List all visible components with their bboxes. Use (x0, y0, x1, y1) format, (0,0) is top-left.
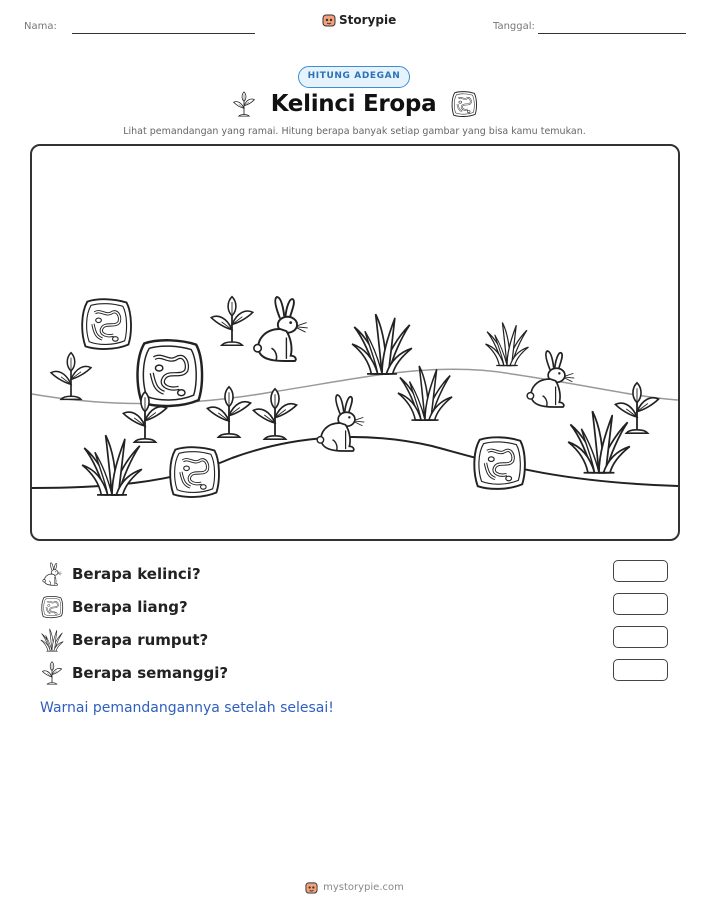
clover-icon (615, 383, 658, 433)
rabbit-icon (254, 297, 308, 361)
question-grass (40, 628, 208, 652)
clover-icon (211, 297, 253, 346)
question-burrows (40, 595, 188, 619)
burrow-icon (170, 447, 219, 497)
brand-logo (322, 13, 396, 27)
grass-icon (568, 411, 630, 473)
question-text: Berapa kelinci? (72, 565, 201, 583)
brand-name: Storypie (339, 13, 397, 27)
rabbit-icon (40, 562, 64, 586)
storypie-mascot-icon (305, 881, 318, 894)
question-text: Berapa rumput? (72, 631, 209, 649)
burrow-icon (474, 437, 525, 489)
name-label: Nama: (24, 21, 57, 32)
title-row (0, 90, 709, 118)
clover-icon (231, 91, 257, 117)
grass-icon (398, 366, 452, 420)
instructions: Lihat pemandangan yang ramai. Hitung berapa banyak setiap gambar yang bisa kamu temukan. (123, 126, 586, 137)
page-title: Kelinci Eropa (270, 91, 437, 117)
back-hill-line (32, 369, 678, 403)
counting-scene (30, 144, 680, 541)
clover-icon (51, 353, 91, 400)
clover-icon (207, 387, 250, 437)
rabbit-icon (527, 351, 574, 407)
answer-box-rabbits[interactable] (613, 560, 668, 582)
footer (0, 881, 709, 894)
coloring-note: Warnai pemandangannya setelah selesai! (40, 700, 334, 716)
burrow-icon (82, 299, 131, 349)
footer-url[interactable]: mystorypie.com (323, 882, 404, 893)
grass-icon (486, 323, 529, 366)
scene-illustration (32, 146, 678, 539)
grass-icon (40, 628, 64, 652)
date-line[interactable] (538, 33, 686, 34)
question-text: Berapa semanggi? (72, 664, 229, 682)
clover-icon (253, 389, 296, 439)
question-text: Berapa liang? (72, 598, 188, 616)
burrow-icon (40, 595, 64, 619)
question-rabbits (40, 562, 201, 586)
activity-badge: HITUNG ADEGAN (298, 66, 410, 88)
burrow-icon (450, 90, 478, 118)
storypie-mascot-icon (322, 13, 336, 27)
rabbit-icon (317, 395, 364, 451)
answer-box-clovers[interactable] (613, 659, 668, 681)
answer-box-burrows[interactable] (613, 593, 668, 615)
date-label: Tanggal: (493, 21, 535, 32)
grass-icon (352, 314, 412, 374)
answer-box-grass[interactable] (613, 626, 668, 648)
clover-icon (40, 661, 64, 685)
question-clovers (40, 661, 228, 685)
name-line[interactable] (72, 33, 255, 34)
